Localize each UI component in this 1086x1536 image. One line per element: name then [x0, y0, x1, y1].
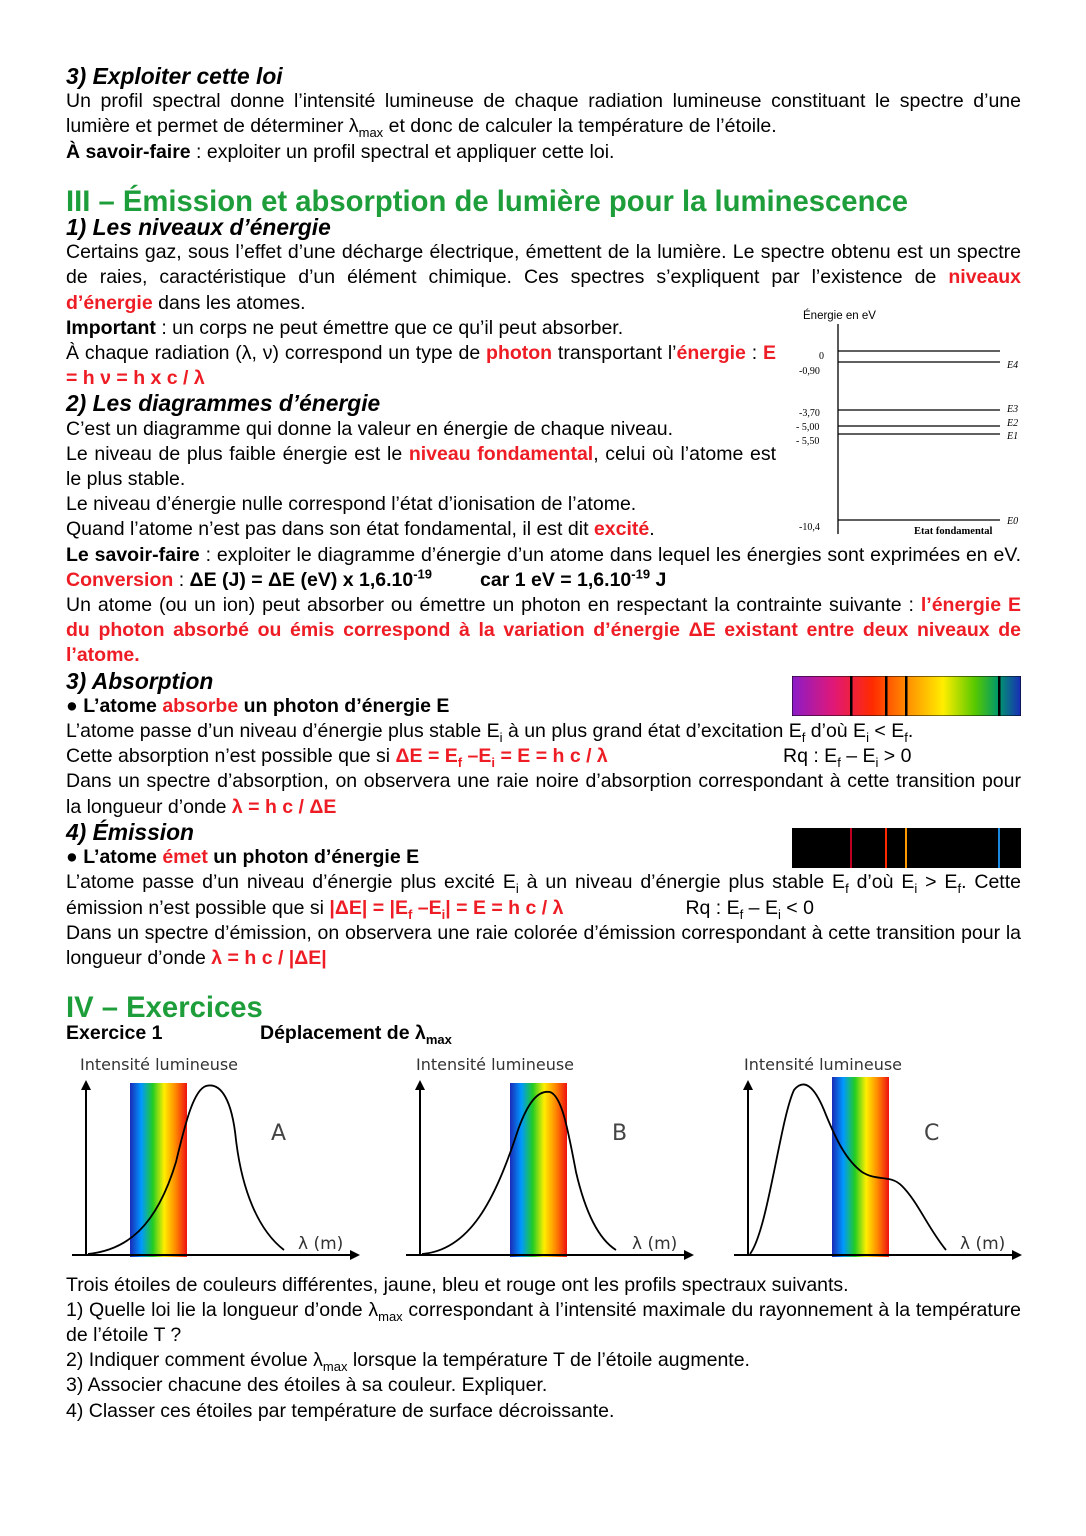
- bullet: ● L’atome émet un photon d’énergie E: [66, 846, 420, 869]
- x-axis-label: λ (m): [298, 1234, 344, 1254]
- section-heading: 1) Les niveaux d’énergie: [66, 214, 331, 241]
- emission-spectrum: [792, 828, 1021, 868]
- x-axis-label: λ (m): [960, 1234, 1006, 1254]
- paragraph: Dans un spectre d’émission, on observera une raie colorée d’émission correspondant à cette transition pour la longueur d’onde λ = h c / |ΔE|: [66, 921, 1021, 969]
- section-heading: 3) Absorption: [66, 667, 214, 694]
- section-title: IV – Exercices: [66, 992, 263, 1025]
- energy-axis-title: Énergie en eV: [803, 310, 876, 322]
- bullet: ● L’atome absorbe un photon d’énergie E: [66, 694, 450, 717]
- energy-value-label: -10,4: [799, 522, 820, 533]
- y-axis-label: Intensité lumineuse: [80, 1055, 239, 1074]
- paragraph: L’atome passe d’un niveau d’énergie plus excité $E_i$ à un niveau d’énergie plus stable $E_f$ d’où $E_i > E_f$. Cette émission n’est possible que si $|\Delta E| = |E_f$ $-E_i| = E = h$ c / λ Rq : $E_f - E_i < 0$: [66, 871, 1021, 922]
- energy-value-label: - 5,00: [796, 422, 820, 433]
- energy-value-label: 0: [819, 351, 824, 362]
- absorption-spectrum: [792, 676, 1021, 716]
- question: 4) Classer ces étoiles par température de surface décroissante.: [66, 1399, 615, 1422]
- absorption-line: [885, 676, 888, 716]
- question: 2) Indiquer comment évolue $\lambda_{max}$ lorsque la température T de l’étoile augmente.: [66, 1349, 750, 1375]
- spectral-profile-c: [728, 1050, 1028, 1265]
- exercise-heading: Exercice 1 Déplacement de $\lambda_{max}$: [66, 1022, 452, 1048]
- x-axis-arrow: [350, 1250, 360, 1260]
- ground-state-label: Etat fondamental: [914, 526, 993, 537]
- energy-level-name: E0: [1007, 516, 1019, 527]
- section-heading: 2) Les diagrammes d’énergie: [66, 390, 381, 417]
- visible-spectrum-band: [510, 1083, 567, 1257]
- profile-letter: C: [924, 1121, 940, 1146]
- y-axis-label: Intensité lumineuse: [744, 1055, 903, 1074]
- absorption-line: [905, 676, 908, 716]
- paragraph: À chaque radiation (λ, ν) correspond un type de photon transportant l’énergie : E = h ν = h x c / λ: [66, 342, 776, 390]
- y-axis-arrow: [743, 1080, 753, 1090]
- x-axis-arrow: [684, 1250, 694, 1260]
- absorption-line: [998, 676, 1001, 716]
- paragraph: L’atome passe d’un niveau d’énergie plus stable $E_i$ à un plus grand état d’excitation $E_f$ d’où $E_i < E_f$.: [66, 720, 914, 745]
- energy-value-label: - 5,50: [796, 436, 820, 447]
- x-axis-label: λ (m): [632, 1234, 678, 1254]
- paragraph: Cette absorption n’est possible que si $\Delta E = E_f$ $-E_i = E = h$ c / λ Rq : $E_f - E_i > 0$: [66, 745, 912, 771]
- paragraph: Important : un corps ne peut émettre que ce qu’il peut absorber.: [66, 316, 624, 339]
- paragraph: Certains gaz, sous l’effet d’une décharge électrique, émettent de la lumière. Le spectre obtenu est un spectre de raies, caractéristique d’un élément chimique. Ces spectres s’expliquent par l’existence de niveaux d’énergie dans les atomes.: [66, 241, 1021, 314]
- paragraph: Le niveau d’énergie nulle correspond l’état d’ionisation de l’atome.: [66, 493, 637, 516]
- energy-value-label: -3,70: [799, 408, 820, 419]
- visible-spectrum-band: [832, 1077, 889, 1257]
- emission-line: [850, 828, 852, 868]
- energy-diagram: [788, 306, 1028, 546]
- y-axis-label: Intensité lumineuse: [416, 1055, 575, 1074]
- spectral-profile-a: [66, 1050, 366, 1265]
- energy-value-label: -0,90: [799, 366, 820, 377]
- paragraph: Le niveau de plus faible énergie est le niveau fondamental, celui où l’atome est le plus stable.: [66, 442, 776, 491]
- profile-letter: B: [612, 1121, 628, 1146]
- absorption-line: [850, 676, 853, 716]
- section-heading: 4) Émission: [66, 818, 194, 845]
- paragraph: À savoir-faire : exploiter un profil spectral et appliquer cette loi.: [66, 140, 615, 163]
- section-title: III – Émission et absorption de lumière pour la luminescence: [66, 185, 908, 218]
- paragraph: Un profil spectral donne l’intensité lumineuse de chaque radiation lumineuse constituant le spectre d’une lumière et permet de déterminer $\lambda_{max}$ et donc de calculer la température de l’étoile.: [66, 90, 1021, 141]
- energy-level-name: E1: [1007, 431, 1019, 442]
- x-axis-arrow: [1012, 1250, 1022, 1260]
- energy-level-name: E2: [1007, 418, 1019, 429]
- energy-level-name: E4: [1007, 360, 1019, 371]
- section-heading: 3) Exploiter cette loi: [66, 63, 283, 89]
- paragraph: Quand l’atome n’est pas dans son état fondamental, il est dit excité.: [66, 518, 655, 541]
- paragraph: Le savoir-faire : exploiter le diagramme d’énergie d’un atome dans lequel les énergies sont exprimées en eV. Conversion : ΔE (J) = ΔE (eV) x $1,6.10^{-19}$ car 1 eV = $1,6.10^{-19}$ J: [66, 543, 1021, 591]
- emission-line: [905, 828, 907, 868]
- paragraph: Un atome (ou un ion) peut absorber ou émettre un photon en respectant la contrainte suivante : l’énergie E du photon absorbé ou émis correspond à la variation d’énergie ΔE existant entre deux niveaux de l’atome.: [66, 594, 1022, 667]
- y-axis-arrow: [81, 1080, 91, 1090]
- spectral-profile-b: [400, 1050, 700, 1265]
- emission-line: [998, 828, 1000, 868]
- question: 1) Quelle loi lie la longueur d’onde $\lambda_{max}$ correspondant à l’intensité maximale du rayonnement à la température de l’étoile T ?: [66, 1298, 1022, 1346]
- emission-line: [885, 828, 887, 868]
- y-axis-arrow: [415, 1080, 425, 1090]
- paragraph: C’est un diagramme qui donne la valeur en énergie de chaque niveau.: [66, 417, 674, 440]
- question: 3) Associer chacune des étoiles à sa couleur. Expliquer.: [66, 1374, 548, 1397]
- energy-level-name: E3: [1007, 404, 1019, 415]
- paragraph: Dans un spectre d’absorption, on observera une raie noire d’absorption correspondant à cette transition pour la longueur d’onde λ = h c / ΔE: [66, 770, 1021, 818]
- profile-letter: A: [271, 1121, 287, 1146]
- paragraph: Trois étoiles de couleurs différentes, jaune, bleu et rouge ont les profils spectraux suivants.: [66, 1273, 849, 1296]
